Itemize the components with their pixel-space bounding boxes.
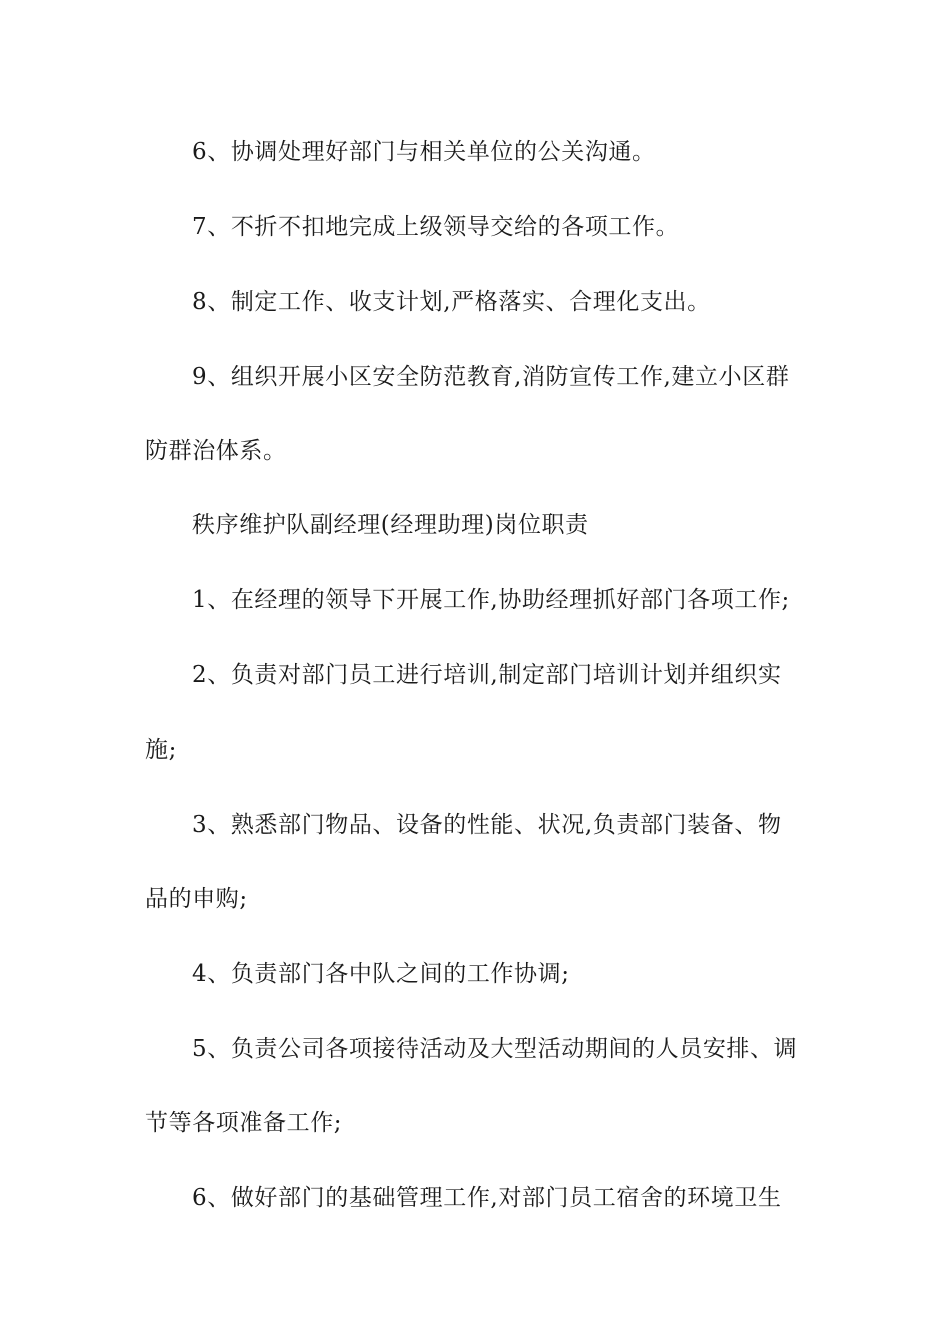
paragraph-line: 2、负责对部门员工进行培训,制定部门培训计划并组织实 [192,662,782,688]
paragraph-line: 8、制定工作、收支计划,严格落实、合理化支出。 [192,289,711,315]
paragraph-line: 3、熟悉部门物品、设备的性能、状况,负责部门装备、物 [192,812,782,838]
paragraph-line: 9、组织开展小区安全防范教育,消防宣传工作,建立小区群 [192,364,790,390]
paragraph-line: 6、做好部门的基础管理工作,对部门员工宿舍的环境卫生 [192,1185,782,1211]
paragraph-line: 防群治体系。 [145,438,287,464]
paragraph-line: 节等各项准备工作; [145,1110,343,1136]
paragraph-line: 7、不折不扣地完成上级领导交给的各项工作。 [192,214,680,240]
paragraph-line: 施; [145,737,177,763]
paragraph-line: 5、负责公司各项接待活动及大型活动期间的人员安排、调 [192,1036,798,1062]
paragraph-line: 4、负责部门各中队之间的工作协调; [192,961,570,987]
paragraph-line: 6、协调处理好部门与相关单位的公关沟通。 [192,139,656,165]
paragraph-line: 品的申购; [145,886,248,912]
paragraph-line: 1、在经理的领导下开展工作,协助经理抓好部门各项工作; [192,587,790,613]
section-heading: 秩序维护队副经理(经理助理)岗位职责 [192,512,589,538]
